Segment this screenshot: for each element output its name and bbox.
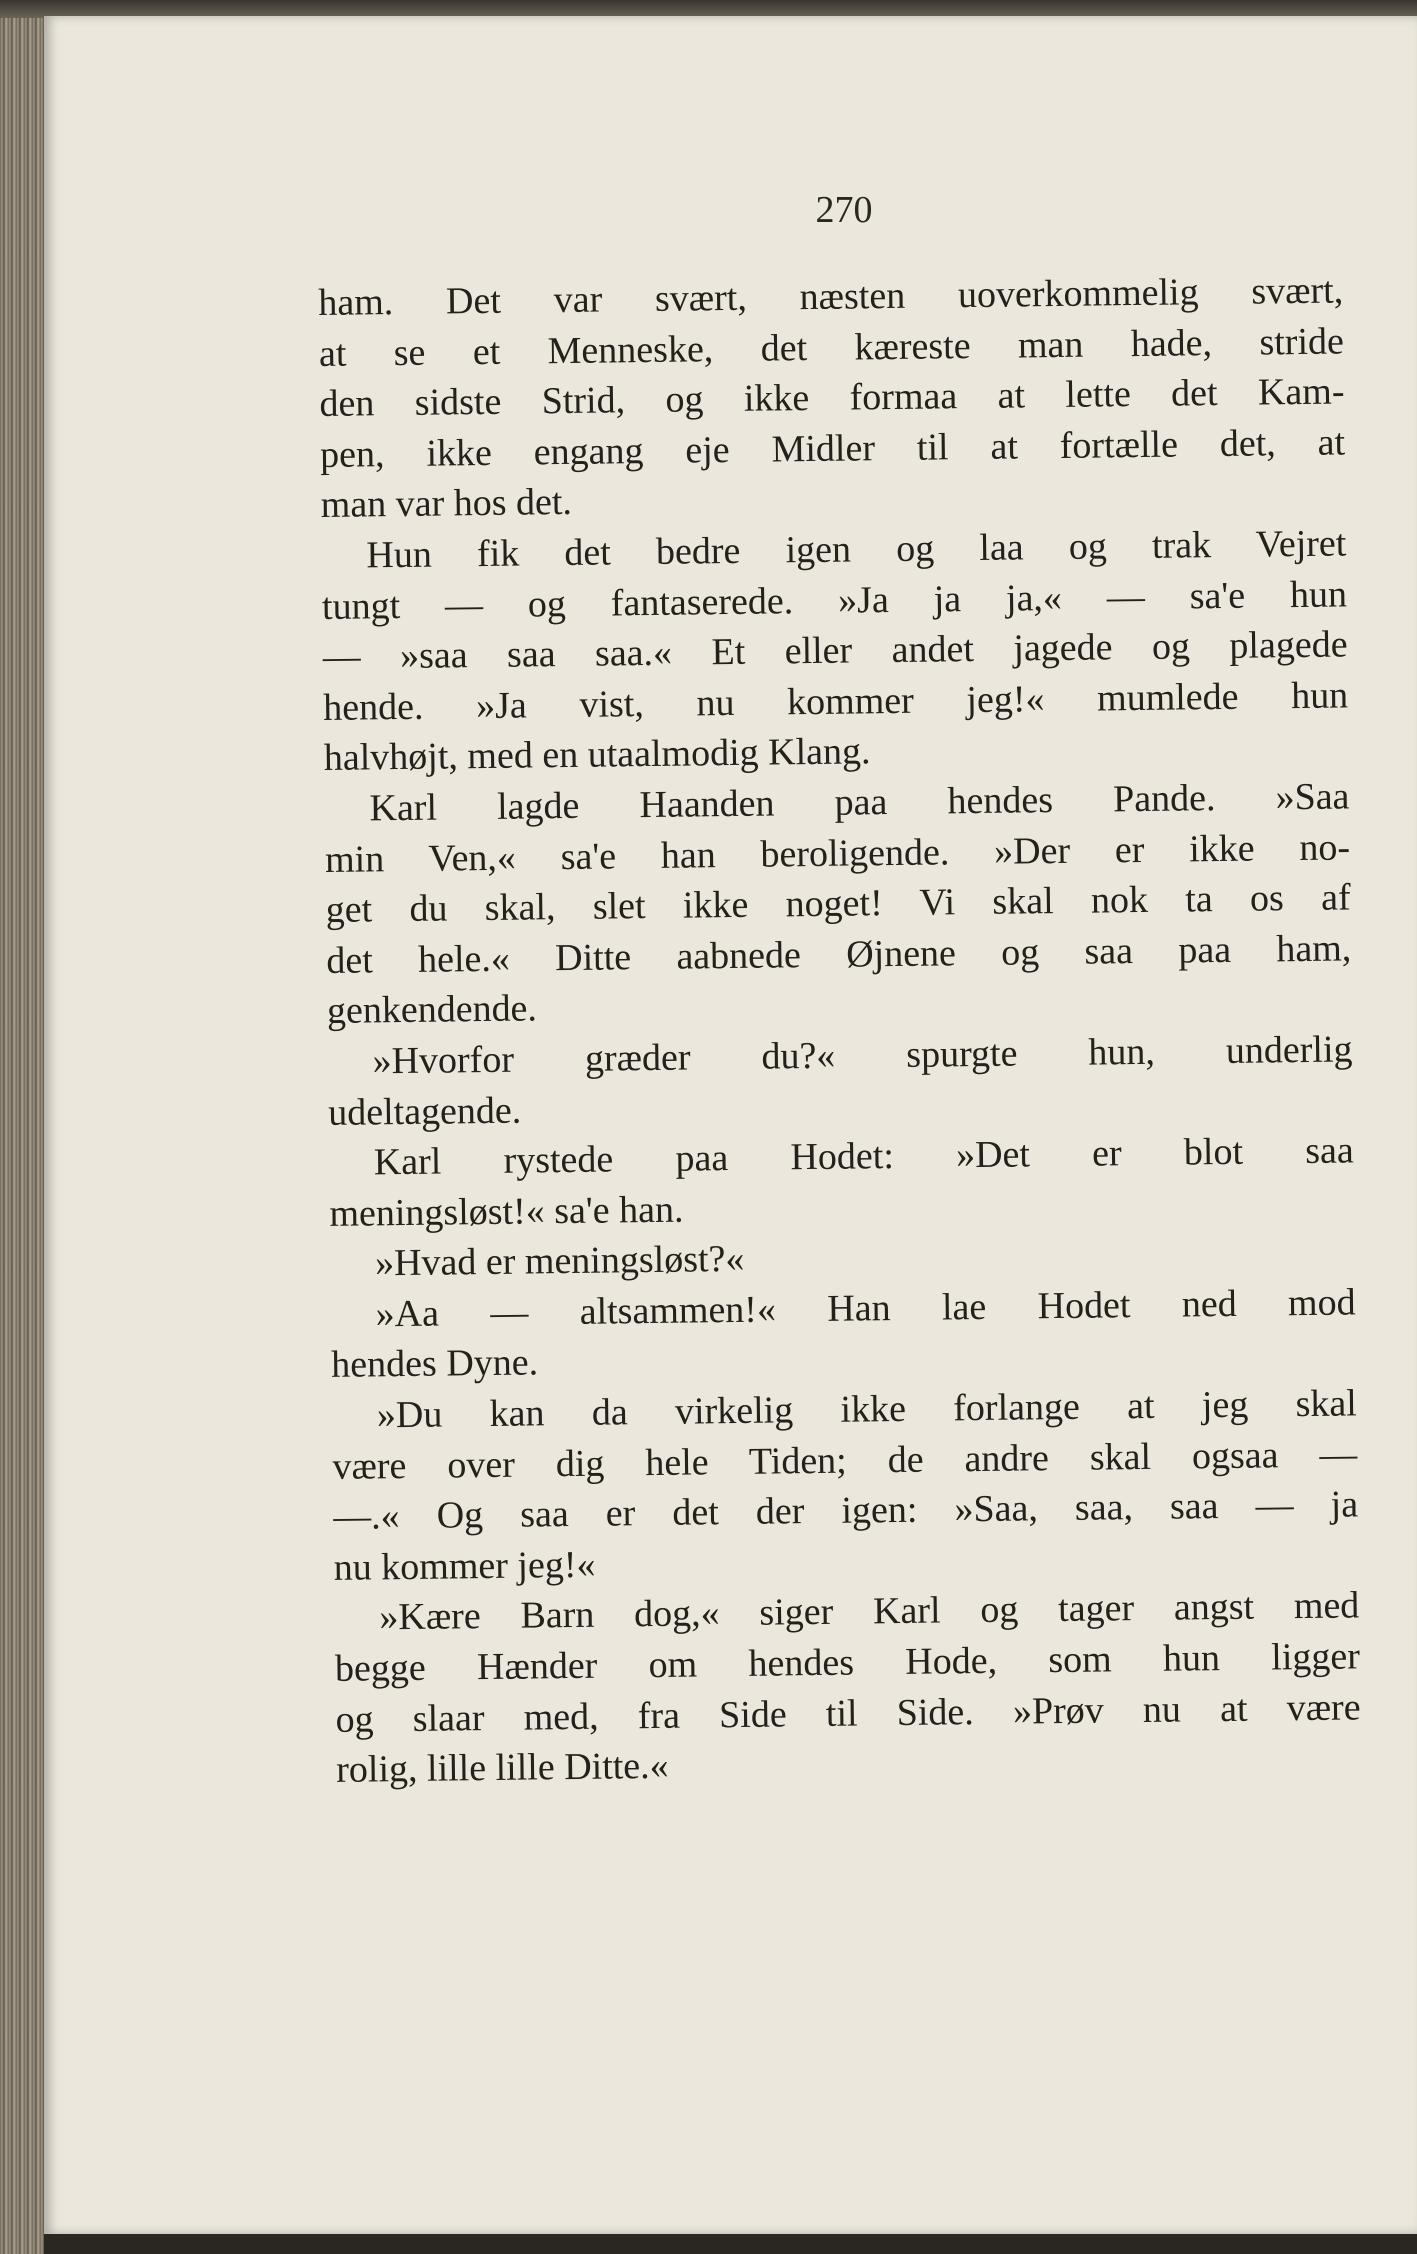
text-line: nu kommer jeg!« xyxy=(333,1543,596,1589)
text-line: udeltagende. xyxy=(327,1089,522,1134)
text-line: det hele.« Ditte aabnede Øjnene og saa paa ham, xyxy=(326,927,1352,982)
text-line: min Ven,« sa'e han beroligende. »Der er ikke no- xyxy=(324,825,1351,881)
text-line: —.« Og saa er det der igen: »Saa, saa, saa — ja xyxy=(332,1483,1359,1539)
page-paper xyxy=(44,16,1417,2234)
text-line: hendes Dyne. xyxy=(331,1341,539,1387)
text-line: pen, ikke engang eje Midler til at fortælle det, at xyxy=(319,421,1346,476)
text-line: genkendende. xyxy=(326,987,538,1033)
text-line: Karl lagde Haanden paa hendes Pande. »Saa xyxy=(369,775,1350,830)
text-line: »Hvad er meningsløst?« xyxy=(374,1238,745,1285)
text-line: meningsløst!« sa'e han. xyxy=(329,1188,684,1235)
text-line: Hun fik det bedre igen og laa og trak Vejret xyxy=(366,522,1347,577)
book-page-edges xyxy=(0,0,44,2254)
page-number: 270 xyxy=(815,189,873,231)
text-line: den sidste Strid, og ikke formaa at lette det Kam- xyxy=(319,370,1345,426)
text-line: »Aa — altsammen!« Han lae Hodet ned mod xyxy=(375,1281,1356,1336)
text-line: get du skal, slet ikke noget! Vi skal nok ta os af xyxy=(325,876,1351,932)
text-line: »Kære Barn dog,« siger Karl og tager angst med xyxy=(379,1584,1360,1639)
text-line: at se et Menneske, det kæreste man hade, stride xyxy=(318,320,1345,375)
text-line: ham. Det var svært, næsten uoverkommelig svært, xyxy=(318,269,1344,324)
text-line: man var hos det. xyxy=(320,481,573,527)
text-line: »Hvorfor græder du?« spurgte hun, underlig xyxy=(372,1028,1353,1083)
text-line: rolig, lille lille Ditte.« xyxy=(335,1745,669,1792)
text-line: være over dig hele Tiden; de andre skal ogsaa — xyxy=(332,1433,1358,1488)
text-line: Karl rystede paa Hodet: »Det er blot saa xyxy=(373,1129,1354,1184)
text-line: — »saa saa saa.« Et eller andet jagede og plagede xyxy=(322,623,1348,679)
text-line: begge Hænder om hendes Hode, som hun ligger xyxy=(334,1635,1361,1690)
text-line: tungt — og fantaserede. »Ja ja ja,« — sa'e hun xyxy=(321,573,1348,628)
text-line: »Du kan da virkelig ikke forlange at jeg skal xyxy=(376,1382,1358,1437)
text-line: og slaar med, fra Side til Side. »Prøv nu at være xyxy=(335,1685,1361,1741)
text-line: halvhøjt, med en utaalmodig Klang. xyxy=(323,730,871,780)
text-line: hende. »Ja vist, nu kommer jeg!« mumlede hun xyxy=(322,674,1349,729)
body-text xyxy=(318,265,1361,1795)
